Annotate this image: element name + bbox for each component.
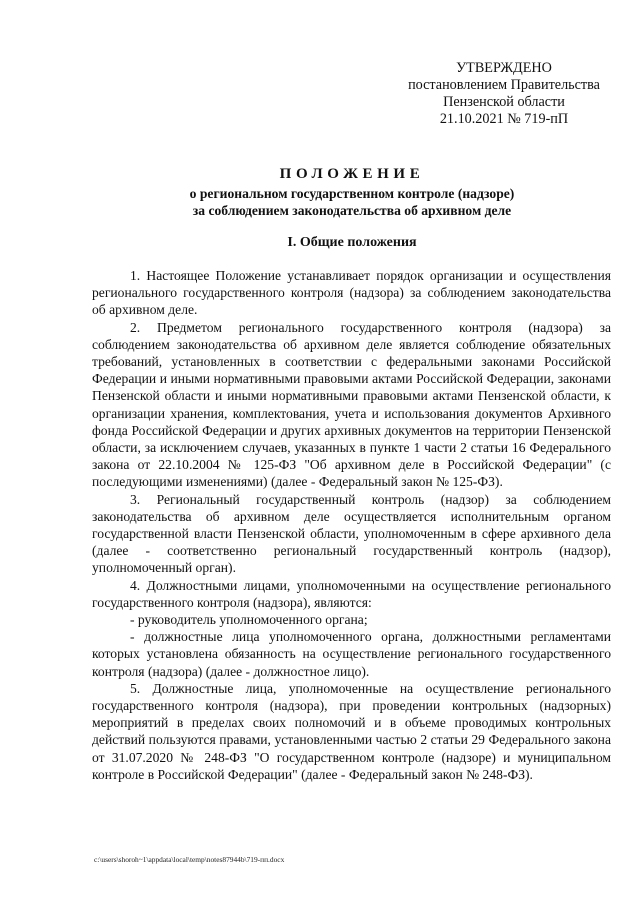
subtitle-line: за соблюдением законодательства об архивном деле	[192, 203, 512, 218]
list-item-officials: - должностные лица уполномоченного органа, должностными регламентами которых установлена обязанность на осуществление регионального государственного контроля (надзора) (далее - должностное лицо).	[92, 629, 611, 679]
approval-line: Пензенской области	[443, 94, 565, 110]
approval-stamp	[390, 60, 618, 128]
file-path-footer: c:\users\shoroh~1\appdata\local\temp\notes87944b\719-пп.docx	[94, 855, 285, 864]
document-title: ПОЛОЖЕНИЕ	[279, 166, 425, 182]
approval-line: постановлением Правительства	[408, 77, 600, 93]
paragraph-3: 3. Региональный государственный контроль (надзор) за соблюдением законодательства об архивном деле осуществляется исполнительным органом государственной власти Пензенской области, уполномоченным в сфере архивного дела (далее - соответственно региональный государственный контроль (надзор), уполномоченный орган).	[92, 491, 611, 576]
approval-line: УТВЕРЖДЕНО	[456, 60, 552, 76]
paragraph-5: 5. Должностные лица, уполномоченные на осуществление регионального государственного контроля (надзора), при проведении контрольных (надзорных) мероприятий в пределах своих полномочий и в объеме проводимых контрольных действий пользуются правами, установленными частью 2 статьи 29 Федерального закона от 31.07.2020 № 248-ФЗ "О государственном контроле (надзоре) и муниципальном контроле в Российской Федерации" (далее - Федеральный закон № 248-ФЗ).	[92, 680, 611, 782]
approval-line: 21.10.2021 № 719-пП	[439, 111, 569, 127]
paragraph-2: 2. Предметом регионального государственного контроля (надзора) за соблюдением законодательства об архивном деле является соблюдение обязательных требований, установленных в соответствии с федеральными законами Российской Федерации и иными нормативными правовыми актами Российской Федерации, законами Пензенской области и иными нормативными правовыми актами Пензенской области, к организации хранения, комплектования, учета и использования документов Архивного фонда Российской Федерации и других архивных документов на территории Пензенской области, за исключением случаев, указанных в пункте 1 части 2 статьи 16 Федерального закона от 22.10.2004 № 125-ФЗ "Об архивном деле в Российской Федерации" (с последующими изменениями) (далее - Федеральный закон № 125-ФЗ).	[92, 319, 611, 490]
paragraph-4: 4. Должностными лицами, уполномоченными на осуществление регионального государственного контроля (надзора), являются:	[92, 577, 611, 610]
section-heading: I. Общие положения	[287, 235, 417, 250]
list-item-head: - руководитель уполномоченного органа;	[130, 612, 368, 628]
document-subtitle	[92, 185, 612, 219]
document-body	[92, 267, 611, 783]
title-block	[92, 165, 612, 219]
paragraph-1: 1. Настоящее Положение устанавливает порядок организации и осуществления регионального государственного контроля (надзора) за соблюдением законодательства об архивном деле.	[92, 268, 611, 318]
subtitle-line: о региональном государственном контроле (надзоре)	[189, 186, 515, 201]
